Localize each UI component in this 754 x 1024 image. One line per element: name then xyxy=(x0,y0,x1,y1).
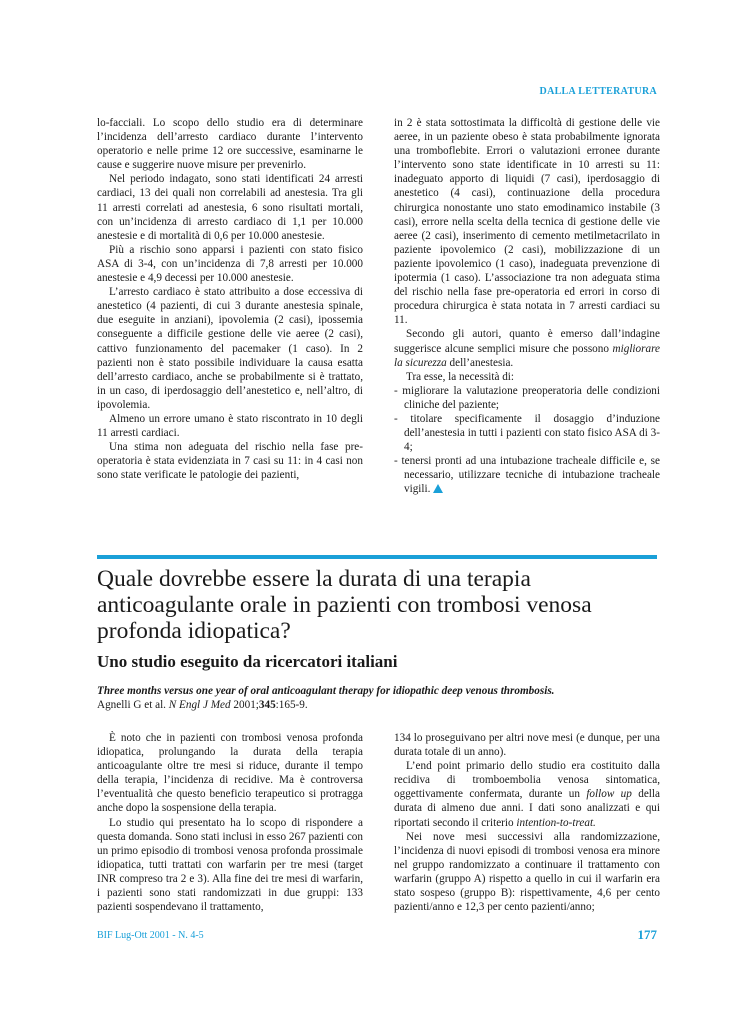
footer-issue: BIF Lug-Ott 2001 - N. 4-5 xyxy=(97,930,204,941)
section-divider xyxy=(97,555,657,559)
list-item xyxy=(394,454,660,496)
column-2 xyxy=(394,116,660,497)
paragraph: Almeno un errore umano è stato riscontrato in 10 degli 11 arresti cardiaci. xyxy=(97,412,363,440)
column-4 xyxy=(394,731,660,914)
end-triangle-icon xyxy=(433,484,443,493)
paragraph: Nel periodo indagato, sono stati identificati 24 arresti cardiaci, 13 dei quali non correlabili ad anestesia. Tra gli 11 arresti correlati ad anestesia, 6 sono risultati mortali, con un’incidenza di arresto cardiaco di 1,1 per 10.000 anestesie e di mortalità di 0,6 per 10.000 anestesie. xyxy=(97,173,363,242)
article-title: Quale dovrebbe essere la durata di una terapia anticoagulante orale in pazienti con trombosi venosa profonda idiopatica? xyxy=(97,566,592,644)
paragraph xyxy=(394,759,660,829)
ref-authors: Agnelli G et al. xyxy=(97,699,169,711)
paragraph: L’arresto cardiaco è stato attribuito a dose eccessiva di anestetico (4 pazienti, di cui 3 durante anestesia spinale, due eseguite in anziani), ipovolemia (2 casi), ipossemia conseguente a difficile gestione delle vie aeree (2 casi), cattivo funzionamento del pacemaker (1 caso). In 2 pazienti non è stato possibile individuare la causa esatta dell’arresto cardiaco, anche se probabilmente si è trattato, in un caso, di iperdosaggio dell’anestetico e, nell’altro, di ipovolemia. xyxy=(97,286,363,411)
emphasis: migliorare la sicurezza xyxy=(394,342,660,369)
emphasis: intention-to-treat. xyxy=(516,816,596,829)
ref-year: 2001; xyxy=(230,699,259,711)
paragraph: Più a rischio sono apparsi i pazienti con stato fisico ASA di 3-4, con un’incidenza di 7,8 arresti per 10.000 anestesie e 4,9 decessi per 10.000 anestesie. xyxy=(97,243,363,285)
recommendation-list xyxy=(394,384,660,497)
page-number: 177 xyxy=(637,927,657,942)
column-1 xyxy=(97,116,363,482)
reference-citation xyxy=(97,699,308,711)
paragraph xyxy=(394,327,660,369)
paragraph: Lo studio qui presentato ha lo scopo di rispondere a questa domanda. Sono stati inclusi in esso 267 pazienti con un primo episodio di trombosi venosa profonda prossimale idiopatica, tutti trattati con warfarin per tre mesi (target INR compreso tra 2 e 3). Alla fine dei tre mesi di warfarin, i pazienti sono stati randomizzati in due gruppi: 133 pazienti sospendevano il trattamento, xyxy=(97,816,363,914)
paragraph: in 2 è stata sottostimata la difficoltà di gestione delle vie aeree, in un paziente obeso è stata probabilmente ignorata una tromboflebite. Errori o valutazioni erronee durante l’intervento sono state identificate in 10 arresti su 11: inadeguato apporto di liquidi (7 casi), iperdosaggio di anestetico (4 casi), continuazione della procedura chirurgica nonostante uno stato emodinamico instabile (3 casi), errore nella scelta della tecnica di gestione delle vie aeree (2 casi), inserimento di cemento metilmetacrilato in paziente ipovolemico (2 casi), mobilizzazione di un paziente ipovolemico (1 caso), inadeguata prevenzione di ipotermia (1 caso). L’associazione tra non adeguata stima del rischio nella fase pre-operatoria ed errori in corso di procedura chirurgica è stata notata in 7 arresti cardiaci su 11. xyxy=(394,117,660,327)
ref-volume: 345 xyxy=(258,699,276,711)
text: L’end point primario dello studio era costituito dalla recidiva di tromboembolia venosa sintomatica, oggettivamente confermata, durante un xyxy=(394,760,660,801)
article-subtitle: Uno studio eseguito da ricercatori italiani xyxy=(97,652,398,671)
paragraph: 134 lo proseguivano per altri nove mesi (e dunque, per una durata totale di un anno). xyxy=(394,732,660,759)
section-label: DALLA LETTERATURA xyxy=(539,86,657,97)
paragraph: Nei nove mesi successivi alla randomizzazione, l’incidenza di nuovi episodi di trombosi venosa era minore nel gruppo randomizzato a continuare il trattamento con warfarin (gruppo A) rispetto a quello in cui il warfarin era stato sospeso (gruppo B): rispettivamente, 4,6 per cento pazienti/anno e 12,3 per cento pazienti/anno; xyxy=(394,830,660,914)
ref-journal: N Engl J Med xyxy=(168,699,231,711)
text: dell’anestesia. xyxy=(446,356,514,369)
text: - tenersi pronti ad una intubazione tracheale difficile e, se necessario, utilizzare tecniche di intubazione tracheale vigili. xyxy=(394,455,660,496)
list-item: - titolare specificamente il dosaggio d’induzione dell’anestesia in tutti i pazienti con stato fisico ASA di 3-4; xyxy=(394,412,660,454)
paragraph: Tra esse, la necessità di: xyxy=(406,370,515,383)
ref-pages: :165-9. xyxy=(275,699,308,711)
text: della durata di almeno due anni. I dati sono analizzati e qui riportati secondo il criterio xyxy=(394,788,660,829)
list-item: - migliorare la valutazione preoperatoria delle condizioni cliniche del paziente; xyxy=(394,384,660,411)
reference-title: Three months versus one year of oral anticoagulant therapy for idiopathic deep venous thrombosis. xyxy=(97,685,555,697)
paragraph: È noto che in pazienti con trombosi venosa profonda idiopatica, prolungando la durata della terapia anticoagulante oltre tre mesi si riduce, durante il tempo della terapia, l’incidenza di recidive. Ma è controversa l’eventualità che questo beneficio terapeutico si protragga anche dopo la sospensione della terapia. xyxy=(97,732,363,815)
text: Secondo gli autori, quanto è emerso dall’indagine suggerisce alcune semplici misure che possono xyxy=(394,328,660,355)
emphasis: follow up xyxy=(586,788,632,801)
column-3 xyxy=(97,731,363,914)
paragraph: lo-facciali. Lo scopo dello studio era di determinare l’incidenza dell’arresto cardiaco durante l’intervento operatorio e nelle prime 12 ore successive, esaminarne le cause e suggerire nuove misure per prevenirlo. xyxy=(97,117,363,172)
paragraph: Una stima non adeguata del rischio nella fase pre-operatoria è stata evidenziata in 7 casi su 11: in 4 casi non sono state verificate le patologie dei pazienti, xyxy=(97,441,363,482)
